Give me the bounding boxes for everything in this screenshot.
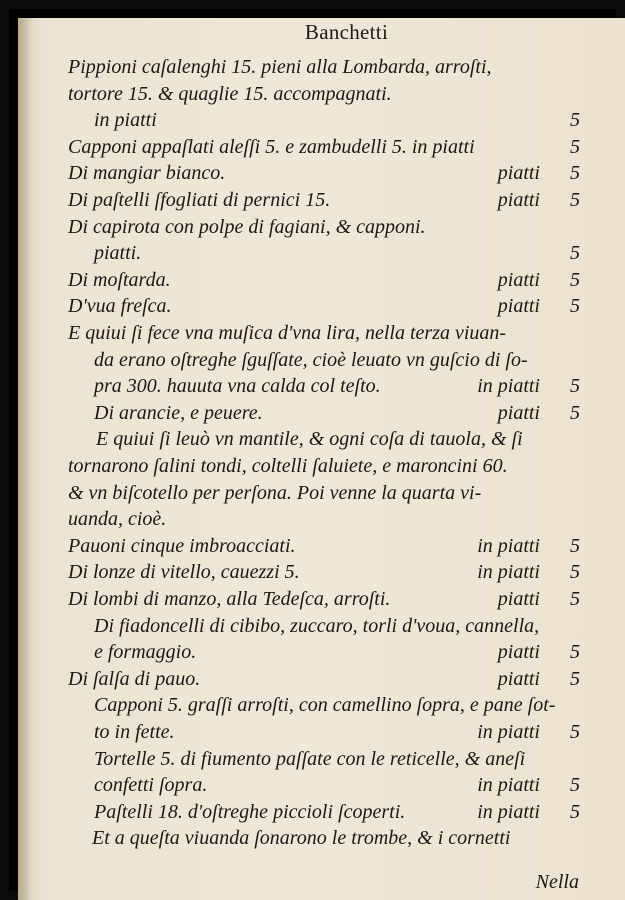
line-text: & vn biſcotello per perſona. Poi venne la quarta vi- xyxy=(68,481,482,504)
line-text: Di paſtelli ſfogliati di pernici 15. xyxy=(68,189,331,211)
line-text: in piatti xyxy=(94,109,157,132)
line-dish-count: 5 xyxy=(570,242,580,265)
line-dish-count: 5 xyxy=(570,561,580,584)
running-header: Banchetti xyxy=(304,20,389,44)
line-unit: piatti xyxy=(497,641,540,664)
line-dish-count: 5 xyxy=(570,109,580,132)
line-dish-count: 5 xyxy=(570,295,580,318)
line-unit: in piatti xyxy=(477,534,540,557)
line-text: E quiui ſi fece vna muſica d'vna lira, nella terza viuan- xyxy=(68,322,507,344)
line-dish-count: 5 xyxy=(570,135,580,158)
line-text: Tortelle 5. di fiumento paſſate con le reticelle, & aneſi xyxy=(94,747,526,770)
line-unit: piatti xyxy=(497,189,540,211)
line-text: Di fiadoncelli di cibibo, zuccaro, torli d'voua, cannella, xyxy=(94,614,540,637)
line-unit: piatti xyxy=(497,268,540,291)
line-dish-count: 5 xyxy=(570,534,580,557)
line-dish-count: 5 xyxy=(570,721,580,743)
line-text: tornarono ſalini tondi, coltelli ſaluiete, e maroncini 60. xyxy=(68,455,508,477)
line-text: tortore 15. & quaglie 15. accompagnati. xyxy=(68,82,392,105)
book-page xyxy=(18,18,625,900)
line-text: Di lombi di manzo, alla Tedeſca, arroſti. xyxy=(68,588,391,610)
line-unit: in piatti xyxy=(477,774,540,797)
line-unit: in piatti xyxy=(477,561,540,584)
line-dish-count: 5 xyxy=(570,375,580,398)
line-unit: in piatti xyxy=(477,800,540,823)
line-unit: piatti xyxy=(497,401,540,424)
line-dish-count: 5 xyxy=(570,667,580,690)
line-dish-count: 5 xyxy=(570,189,580,211)
line-text: Paſtelli 18. d'oſtreghe piccioli ſcoperti. xyxy=(94,800,406,823)
text-block xyxy=(18,18,625,900)
line-text: Di ſalſa di pauo. xyxy=(68,667,201,690)
line-text: Pauoni cinque imbroacciati. xyxy=(68,534,296,557)
line-text: Di arancie, e peuere. xyxy=(94,401,263,424)
line-unit: piatti xyxy=(497,588,540,610)
line-text: piatti. xyxy=(94,242,142,265)
line-unit: piatti xyxy=(497,162,540,185)
line-text: Pippioni caſalenghi 15. pieni alla Lombarda, arroſti, xyxy=(68,56,492,78)
line-text: Di mangiar bianco. xyxy=(68,162,226,185)
line-text: confetti ſopra. xyxy=(94,774,208,797)
line-text: pra 300. hauuta vna calda col teſto. xyxy=(94,375,381,398)
line-dish-count: 5 xyxy=(570,774,580,797)
line-text: Di capirota con polpe di fagiani, & capponi. xyxy=(68,215,426,238)
line-text: uanda, cioè. xyxy=(68,508,167,531)
line-unit: piatti xyxy=(497,667,540,690)
line-text: Di lonze di vitello, cauezzi 5. xyxy=(68,561,300,584)
line-dish-count: 5 xyxy=(570,800,580,823)
line-dish-count: 5 xyxy=(570,268,580,291)
line-text: Capponi appaſlati aleſſi 5. e zambudelli 5. in piatti xyxy=(68,135,475,158)
line-text: Di moſtarda. xyxy=(68,268,171,291)
line-text: E quiui ſi leuò vn mantile, & ogni coſa di tauola, & ſi xyxy=(96,428,523,451)
line-text: D'vua freſca. xyxy=(68,295,172,318)
line-dish-count: 5 xyxy=(570,401,580,424)
line-text: da erano oſtreghe ſguſſate, cioè leuato vn guſcio di ſo- xyxy=(94,348,528,371)
line-text: Capponi 5. graſſi arroſti, con camellino ſopra, e pane ſot- xyxy=(94,694,556,717)
line-unit: piatti xyxy=(497,295,540,318)
line-unit: in piatti xyxy=(477,721,540,743)
line-unit: in piatti xyxy=(477,375,540,398)
line-text: e formaggio. xyxy=(94,641,197,664)
catchword: Nella xyxy=(535,871,579,893)
line-dish-count: 5 xyxy=(570,588,580,610)
line-dish-count: 5 xyxy=(570,641,580,664)
line-dish-count: 5 xyxy=(570,162,580,185)
line-text: to in fette. xyxy=(94,721,175,743)
line-text: Et a queſta viuanda ſonarono le trombe, & i cornetti xyxy=(92,827,511,850)
